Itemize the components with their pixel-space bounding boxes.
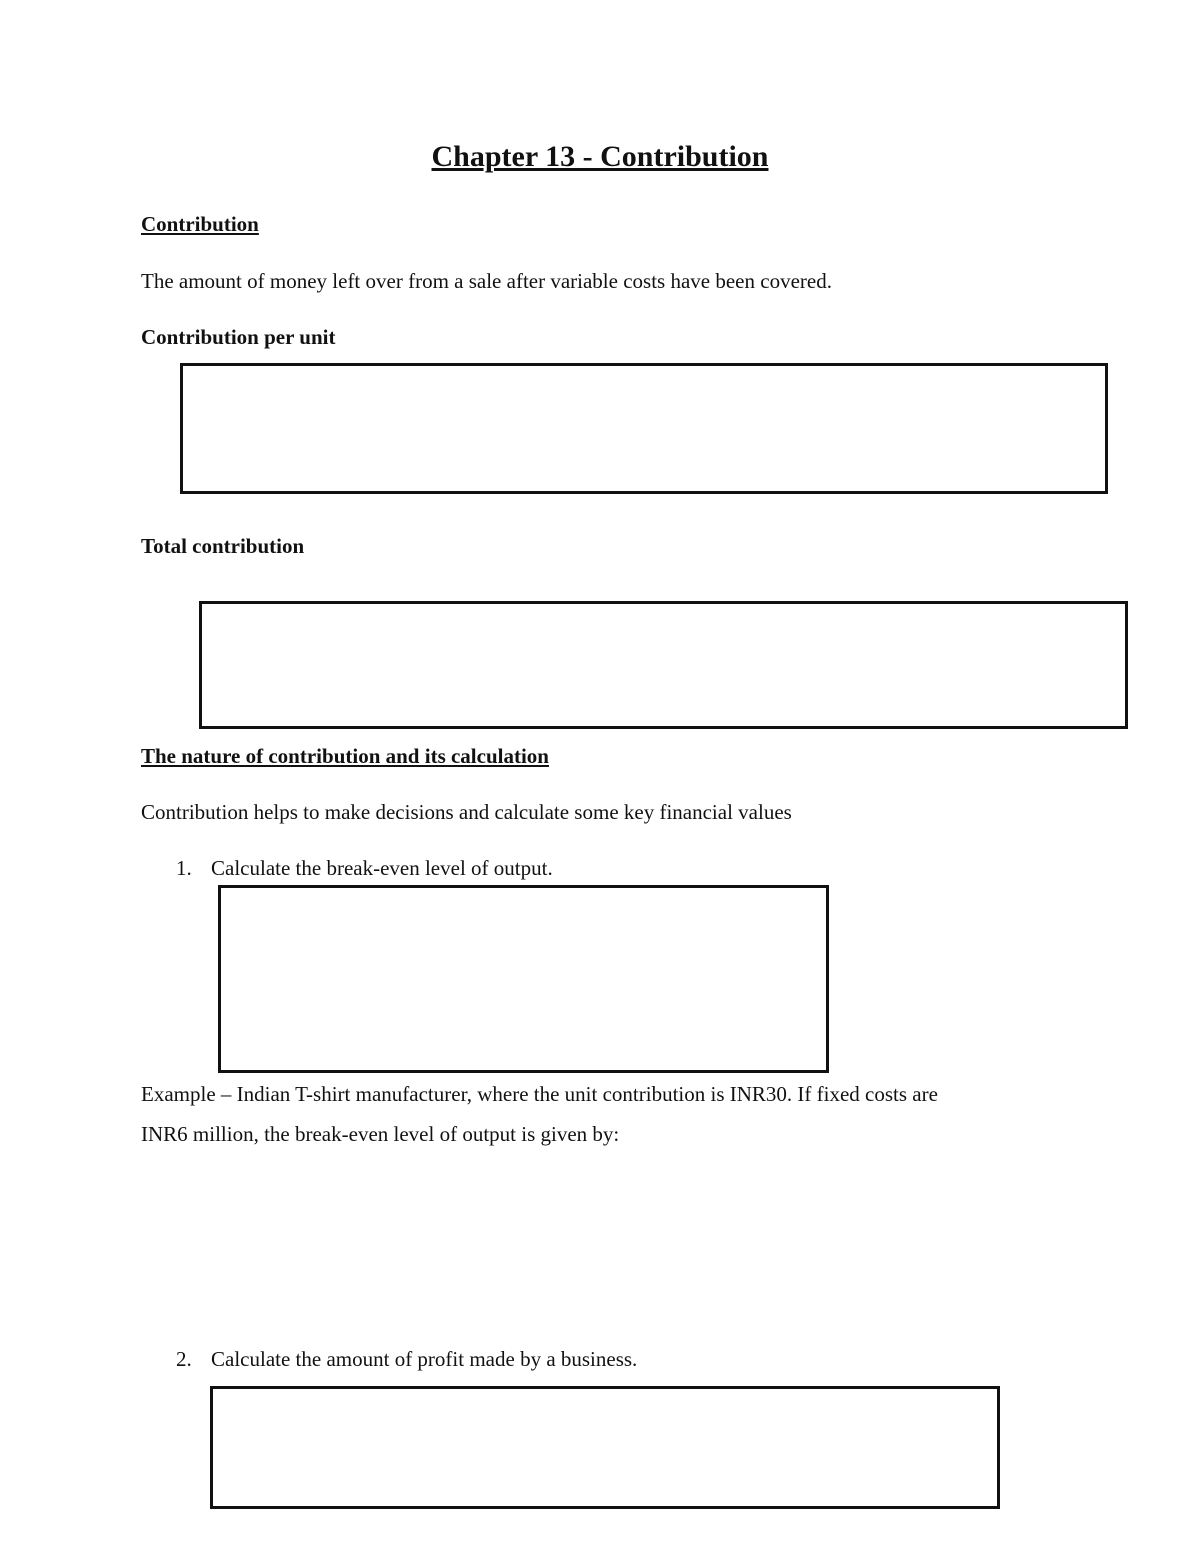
page-title: Chapter 13 - Contribution: [431, 140, 769, 173]
nature-heading: The nature of contribution and its calculation: [141, 744, 549, 768]
total-contribution-answer-box[interactable]: [199, 601, 1128, 729]
list-number-1: 1.: [176, 856, 192, 880]
list-number-2: 2.: [176, 1347, 192, 1371]
contribution-heading: Contribution: [141, 212, 259, 236]
profit-answer-box[interactable]: [210, 1386, 1000, 1509]
total-contribution-heading: Total contribution: [141, 534, 305, 558]
per-unit-heading: Contribution per unit: [141, 325, 336, 349]
nature-intro: Contribution helps to make decisions and calculate some key financial values: [141, 800, 792, 824]
contribution-definition: The amount of money left over from a sale after variable costs have been covered.: [141, 269, 832, 293]
list-item-1: Calculate the break-even level of output.: [211, 856, 553, 880]
break-even-answer-box[interactable]: [218, 885, 829, 1073]
example-line-2: INR6 million, the break-even level of output is given by:: [141, 1122, 620, 1146]
list-item-2: Calculate the amount of profit made by a business.: [211, 1347, 638, 1371]
example-line-1: Example – Indian T-shirt manufacturer, where the unit contribution is INR30. If fixed costs are: [141, 1082, 938, 1106]
per-unit-answer-box[interactable]: [180, 363, 1108, 494]
